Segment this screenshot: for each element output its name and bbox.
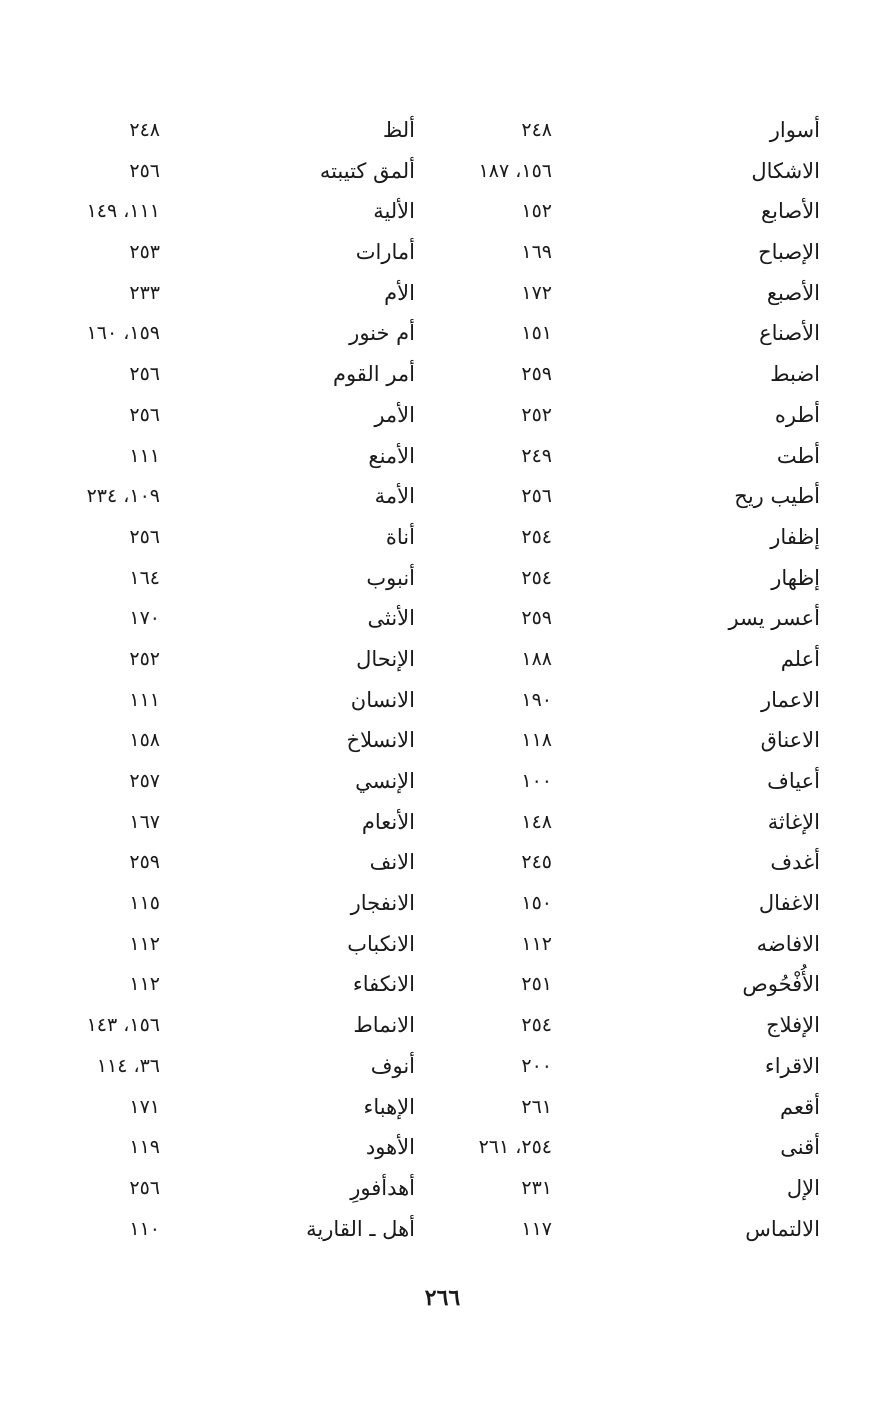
index-page-refs: ٢٤٩ [521, 444, 552, 467]
index-term: الأمنع [368, 443, 415, 468]
index-term: الانف [369, 850, 415, 875]
index-row [55, 273, 820, 314]
index-term: الأم [384, 280, 415, 305]
index-page-refs: ٣٦، ١١٤ [96, 1054, 160, 1077]
index-term: إظفار [770, 524, 820, 549]
index-term: أهدأفورِ [350, 1175, 415, 1200]
index-term: أعلم [780, 646, 820, 671]
index-term: أناة [385, 524, 415, 549]
index-page-refs: ٢٠٠ [521, 1054, 552, 1077]
index-page-refs: ١١٢ [129, 932, 160, 955]
index-page-refs: ١٠٩، ٢٣٤ [86, 485, 160, 508]
index-term: الاقراء [764, 1053, 820, 1078]
index-page-refs: ١٨٨ [521, 647, 552, 670]
index-page-refs: ٢٥٤ [521, 1014, 552, 1037]
index-page-refs: ١٦٧ [129, 810, 160, 833]
index-row [55, 761, 820, 802]
index-row [55, 558, 820, 599]
index-page-refs: ١١٨ [521, 729, 552, 752]
index-row [55, 639, 820, 680]
index-term: الأهود [365, 1135, 415, 1160]
index-term: أهل ـ القارية [306, 1216, 415, 1241]
index-page-refs: ١١١، ١٤٩ [86, 200, 160, 223]
index-row [55, 1046, 820, 1087]
index-row [55, 476, 820, 517]
index-term: إظهار [771, 565, 820, 590]
index-term: الافاضه [756, 931, 820, 956]
index-page-refs: ٢٥٤، ٢٦١ [478, 1136, 552, 1159]
index-page-refs: ٢٥٢ [521, 403, 552, 426]
index-row [55, 680, 820, 721]
index-term: الانكباب [347, 931, 415, 956]
index-page-refs: ١١٩ [129, 1136, 160, 1159]
index-row [55, 232, 820, 273]
index-term: أقعم [780, 1094, 820, 1119]
index-term: أطيب ريح [734, 484, 820, 509]
index-page-refs: ٢٤٨ [129, 119, 160, 141]
index-page-refs: ٢٣٣ [129, 281, 160, 304]
index-page-refs: ١٧٠ [129, 607, 160, 630]
index-term: أسوار [769, 118, 820, 142]
index-term: الأصابع [760, 199, 820, 224]
index-page-refs: ١١٢ [521, 932, 552, 955]
index-term: الالتماس [745, 1216, 820, 1241]
index-page-refs: ١٩٠ [521, 688, 552, 711]
index-term: الأمر [374, 402, 415, 427]
index-row [55, 1127, 820, 1168]
index-page-refs: ١٦٩ [521, 241, 552, 264]
index-row [55, 964, 820, 1005]
index-term: الإفلاج [766, 1013, 820, 1038]
index-page-refs: ١١٥ [129, 892, 160, 915]
index-term: الأُفْحُوص [742, 972, 820, 997]
index-page-refs: ٢٥٦ [129, 363, 160, 386]
index-row [55, 842, 820, 883]
index-term: الانكفاء [352, 972, 415, 997]
index-term: الإهباء [363, 1094, 415, 1119]
index-page-refs: ١١١ [129, 444, 160, 467]
index-term: أمر القوم [332, 362, 415, 387]
index-page-refs: ١٥١ [521, 322, 552, 345]
index-page-refs: ٢٥٩ [129, 851, 160, 874]
index-page-refs: ٢٥٦ [521, 485, 552, 508]
index-row [55, 191, 820, 232]
index-row [55, 313, 820, 354]
index-page-refs: ١٧١ [129, 1095, 160, 1118]
index-term: الانماط [353, 1013, 415, 1038]
index-page-refs: ١٥٢ [521, 200, 552, 223]
index-row [55, 1209, 820, 1250]
index-page-refs: ٢٥١ [521, 973, 552, 996]
index-page-refs: ٢٥٦ [129, 525, 160, 548]
index-term: أمارات [355, 240, 415, 265]
index-page-refs: ٢٥٤ [521, 566, 552, 589]
index-page-refs: ٢٥٢ [129, 647, 160, 670]
index-term: الأمة [374, 484, 415, 509]
index-term: الإصباح [758, 240, 820, 265]
index-row [55, 110, 820, 151]
index-term: الأصناع [759, 321, 820, 346]
index-term: الإنحال [356, 646, 415, 671]
index-page-refs: ١١٧ [521, 1217, 552, 1240]
index-term: الأصبع [766, 280, 820, 305]
index-row [55, 151, 820, 192]
index-row [55, 1168, 820, 1209]
index-page-refs: ٢٦١ [521, 1095, 552, 1118]
index-page-refs: ١٥٩، ١٦٠ [86, 322, 160, 345]
index-row [55, 1005, 820, 1046]
index-term: الاشكال [751, 158, 820, 183]
index-term: الأنثى [367, 606, 415, 631]
index-page-refs: ١٥٦، ١٤٣ [86, 1014, 160, 1037]
index-term: أعياف [767, 769, 820, 793]
index-page-refs: ٢٥٦ [129, 1176, 160, 1199]
index-term: الانسان [350, 687, 415, 712]
index-page-refs: ١٧٢ [521, 281, 552, 304]
index-term: الاعناق [760, 728, 820, 753]
index-term: ألظ [382, 118, 415, 142]
index-term: أنوف [370, 1053, 415, 1078]
index-row [55, 354, 820, 395]
index-term: ألمق كتيبته [319, 158, 415, 183]
index-page-refs: ٢٣١ [521, 1176, 552, 1199]
index-term: الإغاثة [767, 809, 820, 834]
index-row [55, 802, 820, 843]
index-row [55, 436, 820, 477]
index-page-refs: ١١١ [129, 688, 160, 711]
index-page-refs: ١١٢ [129, 973, 160, 996]
index-row [55, 1087, 820, 1128]
index-row [55, 598, 820, 639]
index-term: أطت [776, 443, 820, 468]
index-page-refs: ٢٥٩ [521, 607, 552, 630]
index-term: الاغفال [758, 891, 820, 916]
index-table [55, 110, 820, 1249]
index-page-refs: ٢٥٦ [129, 159, 160, 182]
index-term: أعسر يسر [728, 606, 820, 631]
index-row [55, 883, 820, 924]
index-page-refs: ٢٥٩ [521, 363, 552, 386]
index-page-refs: ١٥٨ [129, 729, 160, 752]
index-page-refs: ١٤٨ [521, 810, 552, 833]
index-term: أقنى [780, 1135, 820, 1160]
index-term: الانسلاخ [346, 728, 415, 753]
index-page-refs: ٢٥٧ [129, 770, 160, 792]
index-term: أم خنور [349, 321, 415, 346]
index-page-refs: ٢٥٦ [129, 403, 160, 426]
index-term: الإنسي [355, 769, 415, 793]
index-page-refs: ٢٥٣ [129, 241, 160, 264]
index-term: الألية [373, 199, 415, 224]
index-page-refs: ٢٥٤ [521, 525, 552, 548]
index-page-refs: ٢٤٨ [521, 119, 552, 141]
index-row [55, 395, 820, 436]
index-page-refs: ١٠٠ [521, 770, 552, 792]
index-term: اضبط [770, 362, 820, 387]
index-page-refs: ١١٠ [129, 1217, 160, 1240]
index-term: الأنعام [361, 809, 415, 834]
index-term: أنبوب [366, 565, 415, 590]
index-row [55, 720, 820, 761]
index-row [55, 924, 820, 965]
index-term: أطره [774, 402, 820, 427]
index-page-refs: ١٥٦، ١٨٧ [478, 159, 552, 182]
index-term: الاعمار [760, 687, 820, 712]
index-page-refs: ٢٤٥ [521, 851, 552, 874]
index-term: الإل [786, 1175, 820, 1200]
index-term: الانفجار [350, 891, 415, 916]
index-page-refs: ١٦٤ [129, 566, 160, 589]
index-row [55, 517, 820, 558]
page-number: ٢٦٦ [424, 1285, 461, 1311]
index-page-refs: ١٥٠ [521, 892, 552, 915]
index-term: أغدف [770, 850, 820, 875]
